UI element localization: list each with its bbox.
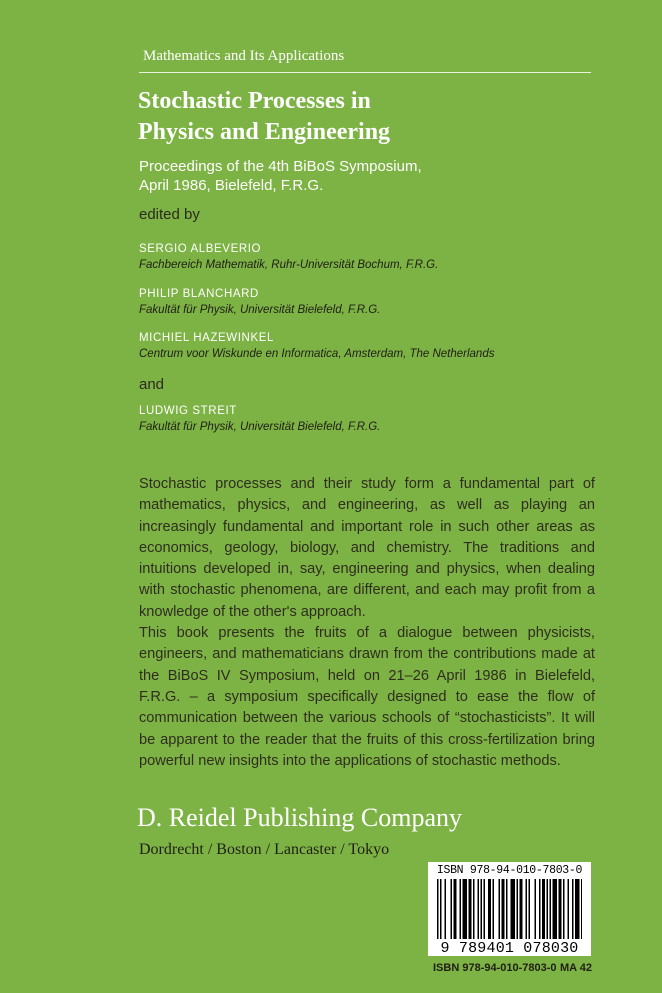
barcode-bar	[550, 879, 552, 939]
barcode-bar	[454, 879, 457, 939]
book-subtitle	[139, 157, 422, 195]
barcode-bar	[529, 879, 531, 939]
publisher-cities: Dordrecht / Boston / Lancaster / Tokyo	[139, 841, 390, 858]
barcode-bar	[535, 879, 537, 939]
barcode-bar	[559, 879, 562, 939]
barcode-bar	[484, 879, 486, 939]
barcode-bar	[553, 879, 558, 939]
barcode-bar	[526, 879, 528, 939]
barcode-bar	[511, 879, 516, 939]
barcode-bar	[463, 879, 468, 939]
barcode-bar	[572, 879, 574, 939]
editor-entry	[139, 286, 380, 319]
book-description	[139, 474, 595, 772]
barcode-bar	[451, 879, 453, 939]
book-title-line-1: Stochastic Processes in	[138, 88, 371, 114]
editor-entry	[139, 330, 494, 363]
editor-name: LUDWIG STREIT	[139, 405, 237, 417]
barcode-bar	[502, 879, 505, 939]
barcode-bar	[445, 879, 447, 939]
barcode-isbn-text: ISBN 978-94-010-7803-0	[436, 864, 583, 877]
editor-affiliation: Fakultät für Physik, Universität Bielefeld, F.R.G.	[139, 304, 381, 316]
barcode-bar	[563, 879, 565, 939]
barcode-bar	[488, 879, 491, 939]
book-title-line-2: Physics and Engineering	[138, 119, 391, 145]
edited-by-label: edited by	[139, 206, 200, 223]
book-title	[138, 86, 598, 148]
series-code: MA 42	[560, 962, 592, 974]
barcode-bar	[575, 879, 580, 939]
and-label: and	[139, 376, 165, 393]
barcode-bar	[542, 879, 545, 939]
barcode-bar	[539, 879, 541, 939]
editor-affiliation: Fachbereich Mathematik, Ruhr-Universität Bochum, F.R.G.	[139, 259, 439, 271]
publisher-name: D. Reidel Publishing Company	[137, 803, 462, 832]
subtitle-line-1: Proceedings of the 4th BiBoS Symposium,	[139, 158, 422, 175]
editor-name: MICHIEL HAZEWINKEL	[139, 332, 274, 344]
description-paragraph-2: This book presents the fruits of a dialogue between physicists, engineers, and mathematicians drawn from the contributions made at the BiBoS IV Symposium, held on 21–26 April 1986 in Bielefeld, F.R.G. – a symposium specifically designed to ease the flow of communication between the various schools of “stochasticists”. It will be apparent to the reader that the fruits of this cross-fertilization bring powerful new insights into the applications of stochastic methods.	[139, 625, 595, 769]
barcode-digits: 9 789401 078030	[440, 940, 579, 957]
barcode-bar	[437, 879, 439, 939]
series-name: Mathematics and Its Applications	[143, 48, 345, 64]
editor-name: SERGIO ALBEVERIO	[139, 243, 262, 255]
barcode-bar	[473, 879, 475, 939]
description-paragraph-1: Stochastic processes and their study form a fundamental part of mathematics, physics, and engineering, as well as playing an increasingly fundamental and important role in such other areas as economics, geology, biology, and chemistry. The traditions and intuitions developed in, say, engineering and physics, when dealing with stochastic phenomena, are different, and each may profit from a knowledge of the other's approach.	[139, 476, 595, 620]
barcode-bar	[581, 879, 582, 939]
barcode-bar	[478, 879, 480, 939]
barcode-bar	[517, 879, 519, 939]
isbn-barcode	[428, 862, 591, 956]
barcode-bar	[547, 879, 549, 939]
editor-name: PHILIP BLANCHARD	[139, 288, 259, 300]
barcode-bar	[499, 879, 501, 939]
barcode-bar	[469, 879, 472, 939]
editor-entry	[139, 241, 438, 274]
barcode-bar	[440, 879, 442, 939]
editor-affiliation: Fakultät für Physik, Universität Bielefeld, F.R.G.	[139, 421, 381, 433]
barcode-bar	[481, 879, 483, 939]
series-divider	[139, 72, 591, 73]
barcode-bar	[460, 879, 462, 939]
editor-entry	[139, 403, 380, 436]
barcode-bars	[437, 879, 582, 939]
barcode-bar	[520, 879, 523, 939]
barcode-bar	[568, 879, 570, 939]
barcode-bar	[493, 879, 495, 939]
barcode-bar	[506, 879, 508, 939]
isbn-text: ISBN 978-94-010-7803-0	[433, 962, 557, 974]
editor-affiliation: Centrum voor Wiskunde en Informatica, Amsterdam, The Netherlands	[139, 348, 495, 360]
subtitle-line-2: April 1986, Bielefeld, F.R.G.	[139, 177, 324, 194]
